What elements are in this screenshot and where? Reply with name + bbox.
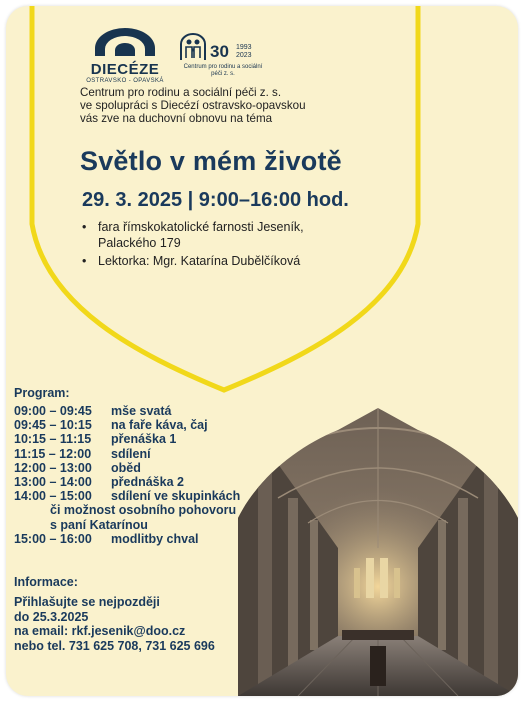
family-icon <box>178 32 208 62</box>
anniversary-number: 30 <box>210 42 229 61</box>
venue-line-1: fara římskokatolické farnosti Jeseník, <box>98 220 304 234</box>
bullet-icon: • <box>82 254 87 268</box>
program-time: 10:15 – 11:15 <box>14 432 92 447</box>
diocese-logo-name: DIECÉZE <box>90 61 160 78</box>
anniversary-year-start: 1993 <box>236 44 252 51</box>
lecturer-item <box>80 253 400 269</box>
event-date: 29. 3. 2025 | 9:00–16:00 hod. <box>82 189 349 211</box>
diocese-arch-icon <box>91 28 159 56</box>
info-line-1: Přihlašujte se nejpozději <box>14 595 160 609</box>
program-activity: či možnost osobního pohovoru <box>50 503 237 518</box>
program-activity: mše svatá <box>111 404 172 418</box>
flyer-card <box>6 6 518 696</box>
venue-item <box>80 219 400 251</box>
program-heading: Program: <box>14 386 70 400</box>
intro-line-1: Centrum pro rodinu a sociální péči z. s. <box>80 86 282 99</box>
program-time: 11:15 – 12:00 <box>14 446 92 461</box>
program-activity: sdílení ve skupinkách <box>111 489 241 504</box>
program-time: 13:00 – 14:00 <box>14 474 92 489</box>
program-activity: sdílení <box>111 446 151 461</box>
cathedral-interior-photo <box>238 408 518 696</box>
family-centre-logo <box>178 30 278 80</box>
intro-line-3: vás zve na duchovní obnovu na téma <box>80 112 273 125</box>
program-activity: modlitby chval <box>111 531 199 546</box>
info-heading: Informace: <box>14 575 78 589</box>
info-phone-line[interactable]: nebo tel. 731 625 708, 731 625 696 <box>14 638 215 653</box>
centre-logo-name: Centrum pro rodinu a sociální péči z. s. <box>183 64 263 77</box>
program-activity: na faře káva, čaj <box>111 418 208 433</box>
info-email-line[interactable]: na email: rkf.jesenik@doo.cz <box>14 624 186 638</box>
program-time: 09:45 – 10:15 <box>14 418 92 433</box>
event-title: Světlo v mém životě <box>80 146 342 176</box>
program-activity: s paní Katarínou <box>50 517 148 532</box>
intro-line-2: ve spolupráci s Diecézí ostravsko-opavskou <box>80 99 306 112</box>
info-line-2: do 25.3.2025 <box>14 609 89 624</box>
intro-text <box>80 86 420 125</box>
info-block <box>14 595 215 653</box>
venue-line-2: Palackého 179 <box>98 236 181 250</box>
diocese-logo <box>86 28 164 85</box>
program-time: 14:00 – 15:00 <box>14 489 92 504</box>
program-time: 12:00 – 13:00 <box>14 460 92 475</box>
lecturer-line: Lektorka: Mgr. Katarína Dubělčíková <box>98 254 301 268</box>
anniversary-year-end: 2023 <box>236 52 252 59</box>
program-activity: přednáška 2 <box>111 474 184 489</box>
program-time: 09:00 – 09:45 <box>14 404 92 418</box>
event-details <box>80 219 400 271</box>
diocese-logo-subtitle: OSTRAVSKO - OPAVSKÁ <box>86 78 164 84</box>
anniversary-years <box>236 44 252 60</box>
program-time: 15:00 – 16:00 <box>14 531 92 546</box>
program-activity: oběd <box>111 460 141 475</box>
bullet-icon: • <box>82 220 87 234</box>
program-activity: přenáška 1 <box>111 432 177 447</box>
